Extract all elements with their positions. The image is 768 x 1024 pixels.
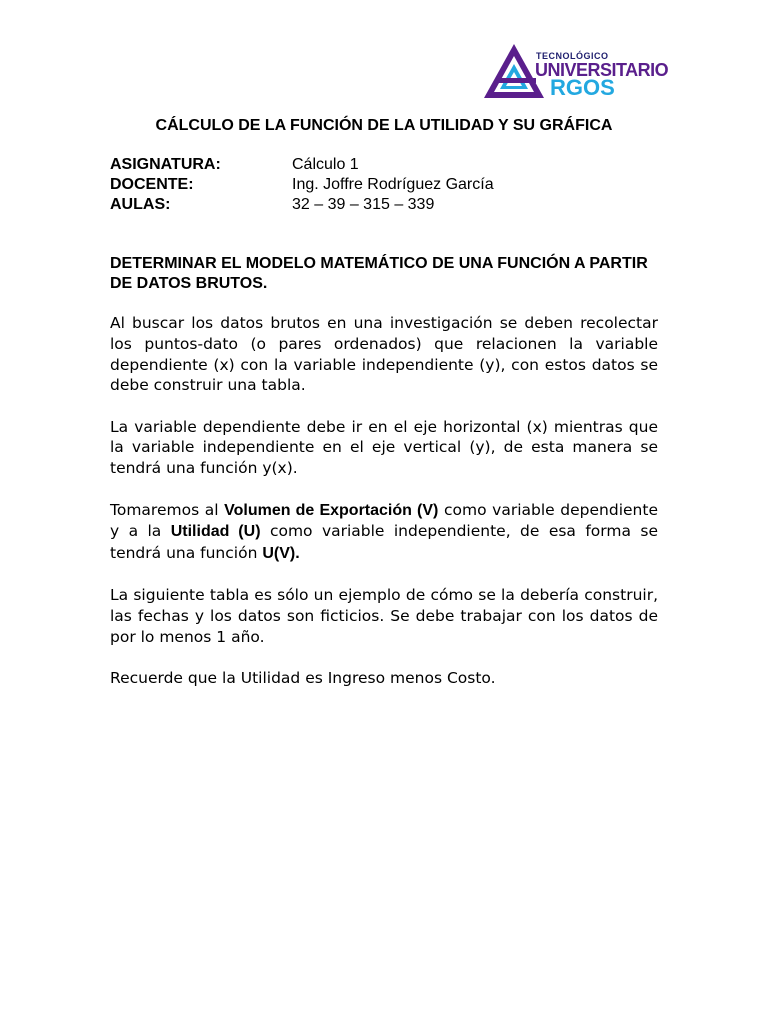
export-volume-term: Volumen de Exportación (V) xyxy=(224,501,439,519)
paragraph-4: La siguiente tabla es sólo un ejemplo de cómo se la debería construir, las fechas y los datos son ficticios. Se debe trabajar con los datos de por lo menos 1 año. xyxy=(110,586,658,647)
paragraph-3-text: como variable independiente, de esa forma se tendrá una función xyxy=(110,522,659,563)
classrooms-label: AULAS: xyxy=(110,196,171,213)
teacher-label: DOCENTE: xyxy=(110,176,194,193)
course-info-row xyxy=(110,175,494,195)
function-term: U(V). xyxy=(262,545,300,563)
course-info xyxy=(110,155,494,215)
course-info-row xyxy=(110,195,494,215)
teacher-value: Ing. Joffre Rodríguez García xyxy=(292,176,494,193)
logo-text-universitario: UNIVERSITARIO xyxy=(535,60,669,80)
course-info-row xyxy=(110,155,494,175)
paragraph-3-text: Tomaremos al xyxy=(110,500,225,519)
paragraph-2: La variable dependiente debe ir en el eje horizontal (x) mientras que la variable independiente en el eje vertical (y), de esta manera se tendrá una función y(x). xyxy=(110,417,658,478)
document-title: CÁLCULO DE LA FUNCIÓN DE LA UTILIDAD Y SU GRÁFICA xyxy=(155,117,613,134)
subject-label: ASIGNATURA: xyxy=(110,156,221,173)
logo-text-tecnologico: TECNOLÓGICO xyxy=(536,51,609,61)
paragraph-3-text: como variable dependiente y a la xyxy=(110,500,658,541)
utility-term: Utilidad (U) xyxy=(170,523,261,541)
section-heading: DETERMINAR EL MODELO MATEMÁTICO DE UNA FUNCIÓN A PARTIR DE DATOS BRUTOS. xyxy=(110,255,648,292)
document-body xyxy=(110,313,658,710)
institution-logo xyxy=(482,42,669,100)
classrooms-value: 32 – 39 – 315 – 339 xyxy=(292,196,435,213)
paragraph-5: Recuerde que la Utilidad es Ingreso menos Costo. xyxy=(110,669,496,688)
paragraph-1: Al buscar los datos brutos en una investigación se deben recolectar los puntos-dato (o pares ordenados) que relacionen la variable dependiente (x) con la variable independiente (y), con estos datos se debe construir una tabla. xyxy=(110,314,658,395)
logo-text-argos: RGOS xyxy=(550,75,615,100)
subject-value: Cálculo 1 xyxy=(292,156,359,173)
paragraph-3 xyxy=(110,500,658,565)
